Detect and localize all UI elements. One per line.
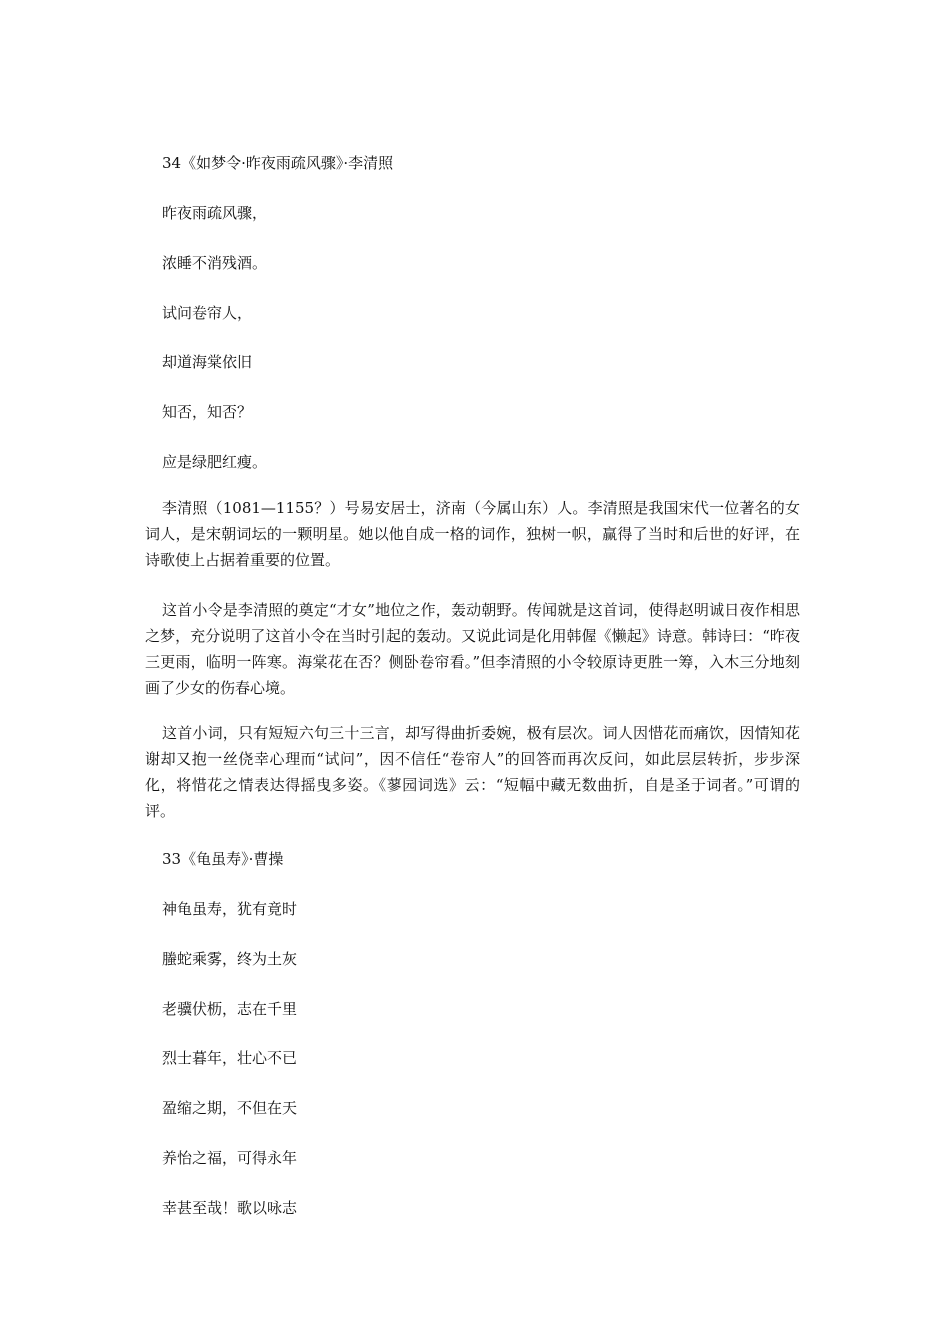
poem-line: 烈士暮年，壮心不已 xyxy=(162,1049,298,1067)
poem-line: 却道海棠依旧 xyxy=(162,353,253,371)
poem-line: 知否，知否？ xyxy=(162,403,253,421)
commentary-paragraph: 这首小令是李清照的奠定“才女”地位之作，轰动朝野。传闻就是这首词，使得赵明诚日夜作相思之梦，充分说明了这首小令在当时引起的轰动。又说此词是化用韩偓《懒起》诗意。韩诗曰：“昨夜三更雨，临明一阵寒。海棠花在否？侧卧卷帘看。”但李清照的小令较原诗更胜一筹，入木三分地刻画了少女的伤春心境。 xyxy=(145,601,800,697)
poem-line: 浓睡不消残酒。 xyxy=(162,254,268,272)
poem-line: 昨夜雨疏风骤， xyxy=(162,204,268,222)
commentary-paragraph: 李清照（1081—1155？）号易安居士，济南（今属山东）人。李清照是我国宋代一位著名的女词人，是宋朝词坛的一颗明星。她以他自成一格的词作，独树一帜，赢得了当时和后世的好评，在诗歌使上占据着重要的位置。 xyxy=(145,499,800,569)
poem-line: 应是绿肥红瘦。 xyxy=(162,453,268,471)
poem-line: 螣蛇乘雾，终为土灰 xyxy=(162,950,298,968)
section-heading: 33《龟虽寿》·曹操 xyxy=(162,850,284,868)
poem-line: 老骥伏枥，志在千里 xyxy=(162,1000,298,1018)
commentary-paragraph: 这首小词，只有短短六句三十三言，却写得曲折委婉，极有层次。词人因惜花而痛饮，因情知花谢却又抱一丝侥幸心理而“试问”，因不信任“卷帘人”的回答而再次反问，如此层层转折，步步深化，将惜花之情表达得摇曳多姿。《蓼园词选》云：“短幅中藏无数曲折，自是圣于词者。”可谓的评。 xyxy=(145,724,800,820)
section-heading: 34《如梦令·昨夜雨疏风骤》·李清照 xyxy=(162,154,394,172)
poem-line: 盈缩之期，不但在天 xyxy=(162,1099,298,1117)
poem-line: 神龟虽寿，犹有竟时 xyxy=(162,900,298,918)
poem-line: 养怡之福，可得永年 xyxy=(162,1149,298,1167)
poem-line: 幸甚至哉！歌以咏志 xyxy=(162,1199,298,1217)
poem-line: 试问卷帘人， xyxy=(162,304,253,322)
